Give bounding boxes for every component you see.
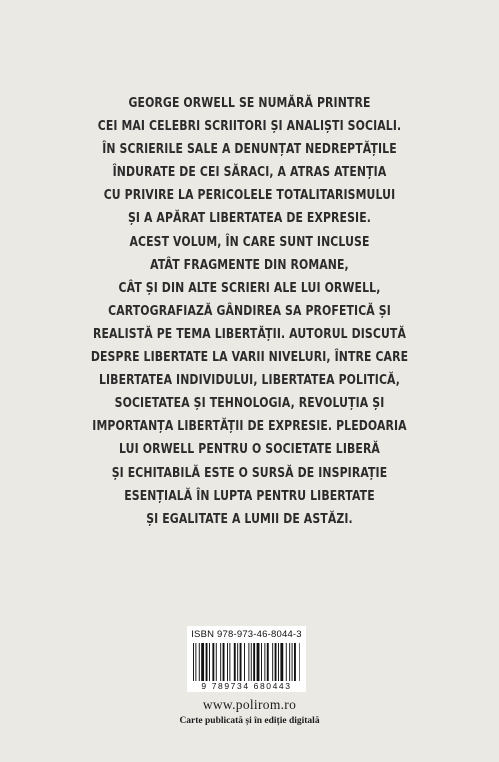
blurb-line: SOCIETATEA ȘI TEHNOLOGIA, REVOLUȚIA ȘI xyxy=(114,395,385,412)
isbn-label: ISBN 978-973-46-8044-3 xyxy=(191,629,302,640)
blurb-line: DESPRE LIBERTATE LA VARII NIVELURI, ÎNTRE CARE xyxy=(90,349,409,366)
blurb-line: ÎN SCRIERILE SALE A DENUNȚAT NEDREPTĂȚILE xyxy=(102,141,397,158)
blurb-line: ESENȚIALĂ ÎN LUPTA PENTRU LIBERTATE xyxy=(124,487,375,504)
digital-edition-note: Carte publicată și în ediție digitală xyxy=(179,716,320,726)
blurb-line: CU PRIVIRE LA PERICOLELE TOTALITARISMULUI xyxy=(103,187,396,204)
blurb-line: CEI MAI CELEBRI SCRIITORI ȘI ANALIȘTI SOCIALI. xyxy=(97,118,402,135)
barcode-icon xyxy=(193,643,300,681)
blurb-line: ÎNDURATE DE CEI SĂRACI, A ATRAS ATENȚIA xyxy=(112,164,387,181)
barcode-digits: 9 789734 680443 xyxy=(201,681,292,691)
blurb-line: GEORGE ORWELL SE NUMĂRĂ PRINTRE xyxy=(128,95,371,111)
blurb-line: ȘI ECHITABILĂ ESTE O SURSĂ DE INSPIRAȚIE xyxy=(111,464,388,481)
blurb-line: LIBERTATEA INDIVIDULUI, LIBERTATEA POLITICĂ, xyxy=(98,372,401,389)
blurb-line: ȘI EGALITATE A LUMII DE ASTĂZI. xyxy=(146,510,353,527)
blurb-line: IMPORTANȚA LIBERTĂȚII DE EXPRESIE. PLEDOARIA xyxy=(92,418,407,435)
blurb-line: ACEST VOLUM, ÎN CARE SUNT INCLUSE xyxy=(129,233,370,250)
blurb-line: ȘI A APĂRAT LIBERTATEA DE EXPRESIE. xyxy=(127,210,372,227)
isbn-barcode xyxy=(187,626,306,692)
blurb-line: CÂT ȘI DIN ALTE SCRIERI ALE LUI ORWELL, xyxy=(118,279,381,296)
blurb-line: ATÂT FRAGMENTE DIN ROMANE, xyxy=(150,256,349,273)
blurb-text xyxy=(82,92,417,531)
blurb-line: CARTOGRAFIAZĂ GÂNDIREA SA PROFETICĂ ȘI xyxy=(108,302,391,319)
blurb-line: LUI ORWELL PENTRU O SOCIETATE LIBERĂ xyxy=(119,441,380,458)
publisher-website: www.polirom.ro xyxy=(202,697,297,712)
blurb-line: REALISTĂ PE TEMA LIBERTĂȚII. AUTORUL DISCUTĂ xyxy=(92,325,407,342)
